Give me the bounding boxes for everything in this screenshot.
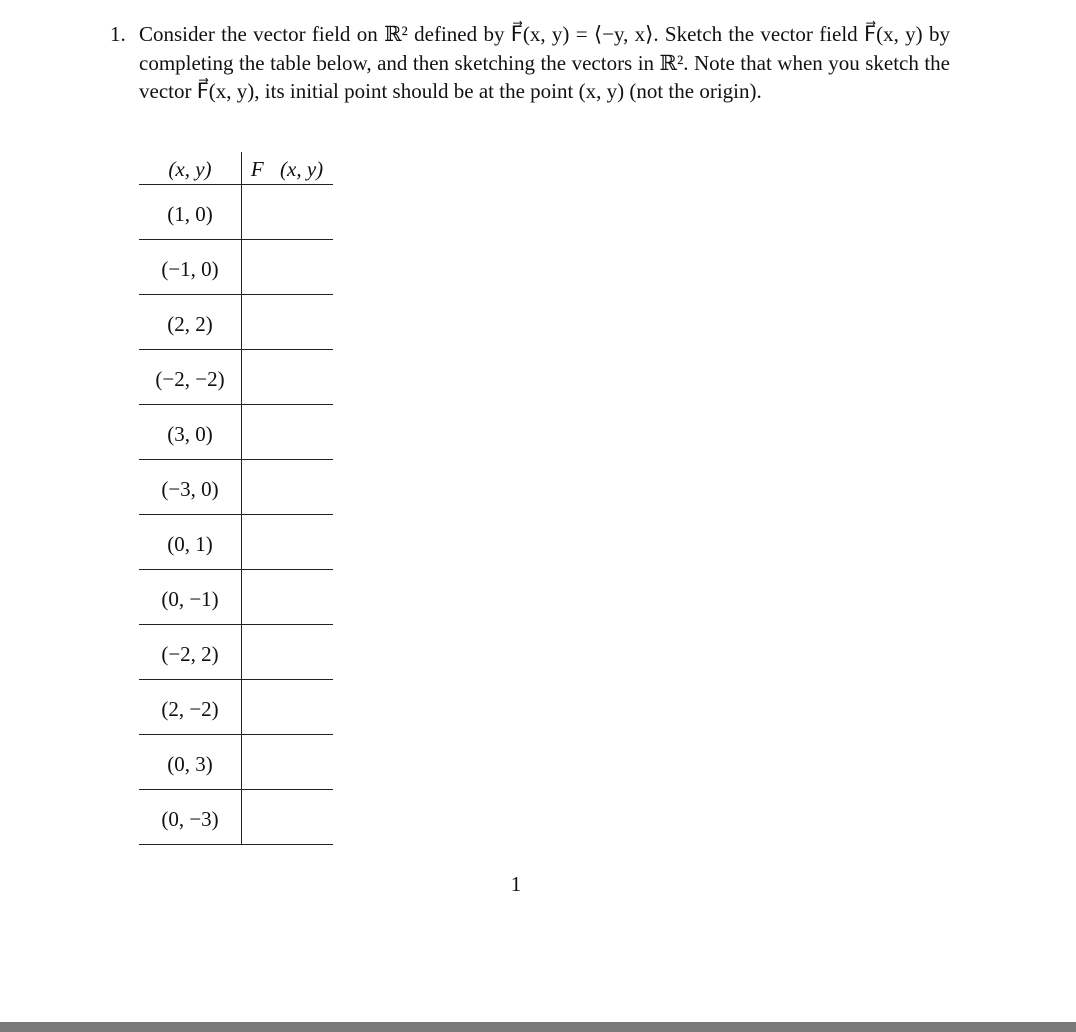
problem-text-line-1: Consider the vector field on ℝ² defined by F⃗(x, y) = ⟨−y, x⟩. Sketch the vector field <box>139 22 858 46</box>
table-row <box>139 350 333 405</box>
table-header-row <box>139 152 333 185</box>
header-vector: F⃗(x, y) <box>250 157 324 181</box>
table-row <box>139 680 333 735</box>
point-cell: (1, 0) <box>139 185 242 239</box>
table-row <box>139 185 333 240</box>
page-number: 1 <box>510 872 522 896</box>
point-cell: (2, 2) <box>139 295 242 349</box>
vector-cell[interactable] <box>242 680 332 734</box>
table-row <box>139 625 333 680</box>
vector-cell[interactable] <box>242 790 332 844</box>
vector-cell[interactable] <box>242 460 332 514</box>
table-row <box>139 515 333 570</box>
table-row <box>139 295 333 350</box>
point-cell: (0, 3) <box>139 735 242 789</box>
problem-text <box>110 20 950 106</box>
problem-number: 1. <box>110 22 126 46</box>
header-point: (x, y) <box>139 152 242 184</box>
vector-cell[interactable] <box>242 240 332 294</box>
table-row <box>139 240 333 295</box>
viewer-bottom-bar <box>0 1022 1076 1032</box>
vector-cell[interactable] <box>242 515 332 569</box>
table-row <box>139 405 333 460</box>
table-row <box>139 735 333 790</box>
problem-text-line-2: F⃗(x, y) by completing the table below, and then sketching the vectors in ℝ². Note that <box>139 22 950 75</box>
vector-cell[interactable] <box>242 350 332 404</box>
table-row <box>139 570 333 625</box>
point-cell: (3, 0) <box>139 405 242 459</box>
table-row <box>139 460 333 515</box>
point-cell: (−3, 0) <box>139 460 242 514</box>
vector-cell[interactable] <box>242 735 332 789</box>
vector-cell[interactable] <box>242 405 332 459</box>
problem-text-line-3: when you sketch the vector F⃗(x, y), its initial point should be at the point (x, y) (not <box>139 50 951 103</box>
point-cell: (0, 1) <box>139 515 242 569</box>
problem-statement <box>110 20 950 106</box>
vector-cell[interactable] <box>242 570 332 624</box>
vector-cell[interactable] <box>242 185 332 239</box>
point-cell: (0, −1) <box>139 570 242 624</box>
vector-cell[interactable] <box>242 625 332 679</box>
point-cell: (0, −3) <box>139 790 242 844</box>
point-cell: (−2, 2) <box>139 625 242 679</box>
vector-cell[interactable] <box>242 295 332 349</box>
vector-field-table <box>139 152 333 845</box>
point-cell: (2, −2) <box>139 680 242 734</box>
table-row <box>139 790 333 845</box>
point-cell: (−2, −2) <box>139 350 242 404</box>
problem-text-line-4: the origin). <box>668 79 762 103</box>
point-cell: (−1, 0) <box>139 240 242 294</box>
